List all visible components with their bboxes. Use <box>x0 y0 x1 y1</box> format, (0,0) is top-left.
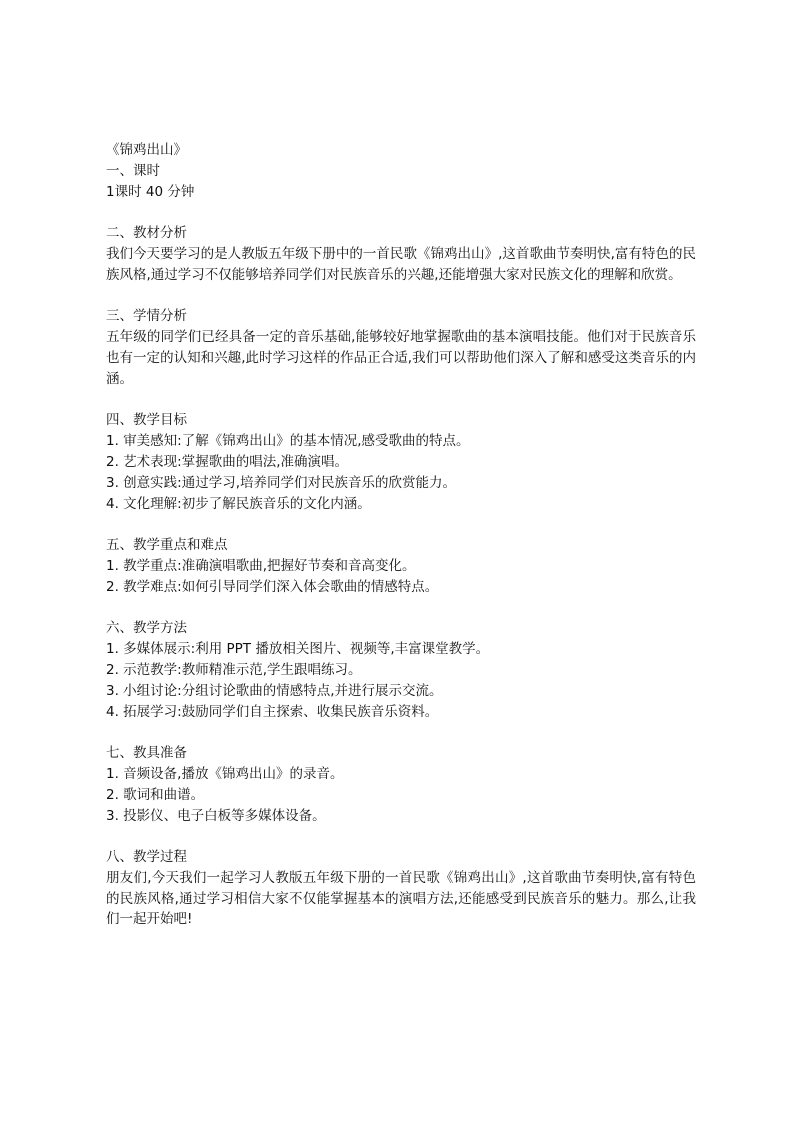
section-heading-teaching-aids: 七、教具准备 <box>106 745 187 762</box>
list-item: 1. 审美感知:了解《锦鸡出山》的基本情况,感受歌曲的特点。 <box>106 433 470 450</box>
section-heading-student-analysis: 三、学情分析 <box>106 308 187 325</box>
section-heading-teaching-process: 八、教学过程 <box>106 849 187 866</box>
paragraph-gap <box>106 514 696 535</box>
list-item: 1. 多媒体展示:利用 PPT 播放相关图片、视频等,丰富课堂教学。 <box>106 641 490 658</box>
section-heading-teaching-goals: 四、教学目标 <box>106 412 187 429</box>
paragraph-gap <box>106 202 696 223</box>
list-item: 1. 教学重点:准确演唱歌曲,把握好节奏和音高变化。 <box>106 557 416 574</box>
class-hours-text: 1课时 40 分钟 <box>106 183 195 200</box>
list-item: 2. 教学难点:如何引导同学们深入体会歌曲的情感特点。 <box>106 578 439 595</box>
list-item: 2. 示范教学:教师精准示范,学生跟唱练习。 <box>106 661 362 678</box>
list-item: 2. 艺术表现:掌握歌曲的唱法,准确演唱。 <box>106 453 349 470</box>
list-item: 4. 拓展学习:鼓励同学们自主探索、收集民族音乐资料。 <box>106 703 439 720</box>
document-title: 《锦鸡出山》 <box>106 142 187 158</box>
key-points-list <box>106 556 696 598</box>
list-item: 4. 文化理解:初步了解民族音乐的文化内涵。 <box>106 495 371 512</box>
paragraph-gap <box>106 722 696 743</box>
student-analysis-text: 五年级的同学们已经具备一定的音乐基础,能够较好地掌握歌曲的基本演唱技能。他们对于民族音乐也有一定的认知和兴趣,此时学习这样的作品正合适,我们可以帮助他们深入了解和感受这类音乐的内涵。 <box>106 329 696 387</box>
paragraph-gap <box>106 826 696 847</box>
teaching-goals-list <box>106 431 696 514</box>
section-heading-teaching-methods: 六、教学方法 <box>106 620 187 637</box>
list-item: 3. 创意实践:通过学习,培养同学们对民族音乐的欣赏能力。 <box>106 474 457 491</box>
teaching-aids-list <box>106 764 696 826</box>
list-item: 3. 投影仪、电子白板等多媒体设备。 <box>106 807 326 824</box>
teaching-process-text: 朋友们,今天我们一起学习人教版五年级下册的一首民歌《锦鸡出山》,这首歌曲节奏明快,富有特色的民族风格,通过学习相信大家不仅能掌握基本的演唱方法,还能感受到民族音乐的魅力。那么,让我们一起开始吧! <box>106 869 696 928</box>
list-item: 3. 小组讨论:分组讨论歌曲的情感特点,并进行展示交流。 <box>106 682 443 699</box>
teaching-methods-list <box>106 639 696 722</box>
paragraph-gap <box>106 286 696 307</box>
list-item: 2. 歌词和曲谱。 <box>106 786 205 803</box>
document-body <box>106 140 696 930</box>
section-heading-material-analysis: 二、教材分析 <box>106 225 187 242</box>
section-heading-class-hours: 一、课时 <box>106 162 160 179</box>
paragraph-gap <box>106 598 696 619</box>
list-item: 1. 音频设备,播放《锦鸡出山》的录音。 <box>106 765 344 782</box>
section-heading-key-points: 五、教学重点和难点 <box>106 537 228 554</box>
paragraph-gap <box>106 390 696 411</box>
material-analysis-text: 我们今天要学习的是人教版五年级下册中的一首民歌《锦鸡出山》,这首歌曲节奏明快,富有特色的民族风格,通过学习不仅能够培养同学们对民族音乐的兴趣,还能增强大家对民族文化的理解和欣赏。 <box>106 245 696 283</box>
